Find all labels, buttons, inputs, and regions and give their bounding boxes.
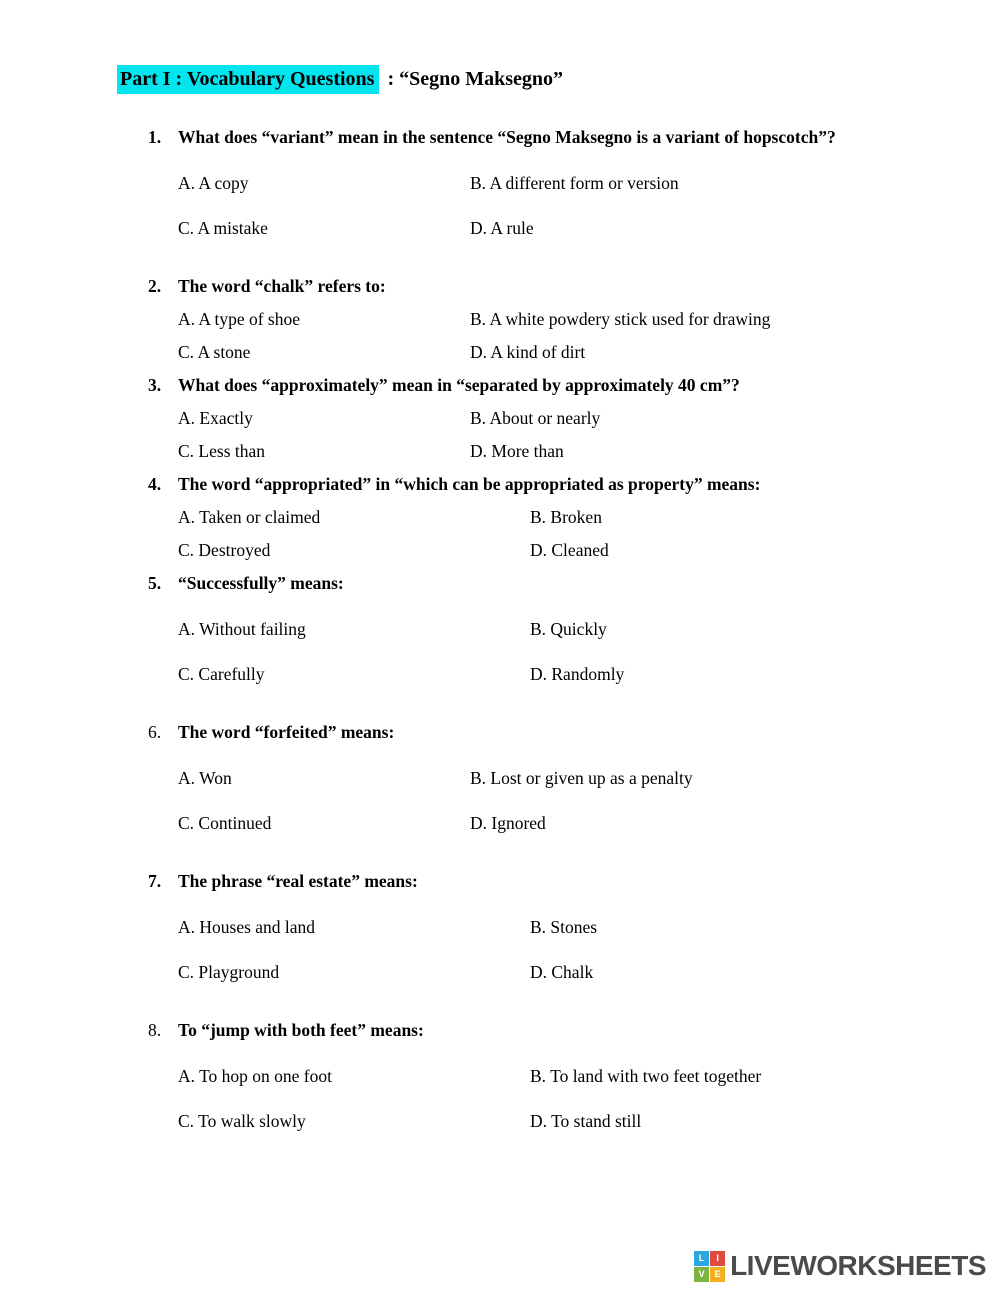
option-d[interactable]: D. A rule — [470, 218, 534, 238]
option-a[interactable]: A. A type of shoe — [178, 309, 301, 329]
option-b[interactable]: B. To land with two feet together — [530, 1066, 762, 1086]
question-head — [148, 469, 960, 500]
option-c[interactable]: C. To walk slowly — [178, 1111, 306, 1131]
question-1 — [148, 122, 960, 244]
question-text: To “jump with both feet” means: — [178, 1020, 424, 1040]
title-highlight: Part I : Vocabulary Questions — [117, 65, 379, 94]
question-head — [148, 568, 960, 599]
footer — [694, 1250, 986, 1282]
option-a[interactable]: A. Houses and land — [178, 917, 316, 937]
option-b[interactable]: B. Stones — [530, 917, 598, 937]
answer-options — [178, 403, 960, 467]
option-a[interactable]: A. To hop on one foot — [178, 1066, 332, 1086]
question-number: 7. — [148, 871, 162, 891]
question-head — [148, 717, 960, 748]
liveworksheets-link[interactable] — [694, 1250, 986, 1282]
question-number: 4. — [148, 474, 162, 494]
question-head — [148, 866, 960, 897]
question-4 — [148, 469, 960, 566]
question-2 — [148, 271, 960, 368]
option-c[interactable]: C. Continued — [178, 813, 272, 833]
option-b[interactable]: B. About or nearly — [470, 408, 601, 428]
answer-options — [178, 304, 960, 368]
answer-options — [178, 502, 960, 566]
answer-options — [178, 614, 960, 690]
option-d[interactable]: D. A kind of dirt — [470, 342, 586, 362]
answer-options — [178, 763, 960, 839]
option-b[interactable]: B. Lost or given up as a penalty — [470, 768, 693, 788]
question-number: 2. — [148, 276, 162, 296]
question-text: The phrase “real estate” means: — [178, 871, 418, 891]
answer-options — [178, 168, 960, 244]
liveworksheets-icon — [694, 1251, 725, 1282]
logo-cell-l: L — [694, 1251, 709, 1266]
option-a[interactable]: A. Won — [178, 768, 232, 788]
question-head — [148, 370, 960, 401]
option-a[interactable]: A. Exactly — [178, 408, 253, 428]
question-number: 5. — [148, 573, 162, 593]
option-b[interactable]: B. Broken — [530, 507, 602, 527]
answer-options — [178, 1061, 960, 1137]
question-text: The word “appropriated” in “which can be appropriated as property” means: — [178, 474, 761, 494]
question-text: “Successfully” means: — [178, 573, 344, 593]
title-subtitle: : “Segno Maksegno” — [387, 68, 564, 90]
question-text: The word “chalk” refers to: — [178, 276, 386, 296]
question-text: What does “approximately” mean in “separated by approximately 40 cm”? — [178, 375, 740, 395]
option-c[interactable]: C. Destroyed — [178, 540, 271, 560]
question-text: The word “forfeited” means: — [178, 722, 395, 742]
question-number: 6. — [148, 722, 162, 742]
option-d[interactable]: D. Randomly — [530, 664, 625, 684]
option-a[interactable]: A. A copy — [178, 173, 249, 193]
option-a[interactable]: A. Taken or claimed — [178, 507, 321, 527]
option-b[interactable]: B. A white powdery stick used for drawing — [470, 309, 771, 329]
brand-name: LIVEWORKSHEETS — [730, 1250, 986, 1281]
option-a[interactable]: A. Without failing — [178, 619, 306, 639]
logo-cell-e: E — [710, 1267, 725, 1282]
question-number: 3. — [148, 375, 162, 395]
question-3 — [148, 370, 960, 467]
question-7 — [148, 866, 960, 988]
option-d[interactable]: D. More than — [470, 441, 564, 461]
question-5 — [148, 568, 960, 690]
logo-cell-v: V — [694, 1267, 709, 1282]
option-c[interactable]: C. A stone — [178, 342, 251, 362]
question-number: 1. — [148, 127, 162, 147]
option-b[interactable]: B. A different form or version — [470, 173, 679, 193]
page-title — [117, 64, 960, 94]
option-c[interactable]: C. A mistake — [178, 218, 268, 238]
question-6 — [148, 717, 960, 839]
questions-list — [117, 122, 960, 1137]
question-head — [148, 271, 960, 302]
option-d[interactable]: D. Cleaned — [530, 540, 609, 560]
option-c[interactable]: C. Less than — [178, 441, 266, 461]
option-b[interactable]: B. Quickly — [530, 619, 607, 639]
option-c[interactable]: C. Playground — [178, 962, 280, 982]
logo-cell-i: I — [710, 1251, 725, 1266]
answer-options — [178, 912, 960, 988]
question-head — [148, 1015, 960, 1046]
question-head — [148, 122, 960, 153]
option-c[interactable]: C. Carefully — [178, 664, 265, 684]
question-number: 8. — [148, 1020, 162, 1040]
option-d[interactable]: D. To stand still — [530, 1111, 642, 1131]
question-text: What does “variant” mean in the sentence “Segno Maksegno is a variant of hopscotch”? — [178, 127, 836, 147]
option-d[interactable]: D. Ignored — [470, 813, 546, 833]
option-d[interactable]: D. Chalk — [530, 962, 594, 982]
question-8 — [148, 1015, 960, 1137]
